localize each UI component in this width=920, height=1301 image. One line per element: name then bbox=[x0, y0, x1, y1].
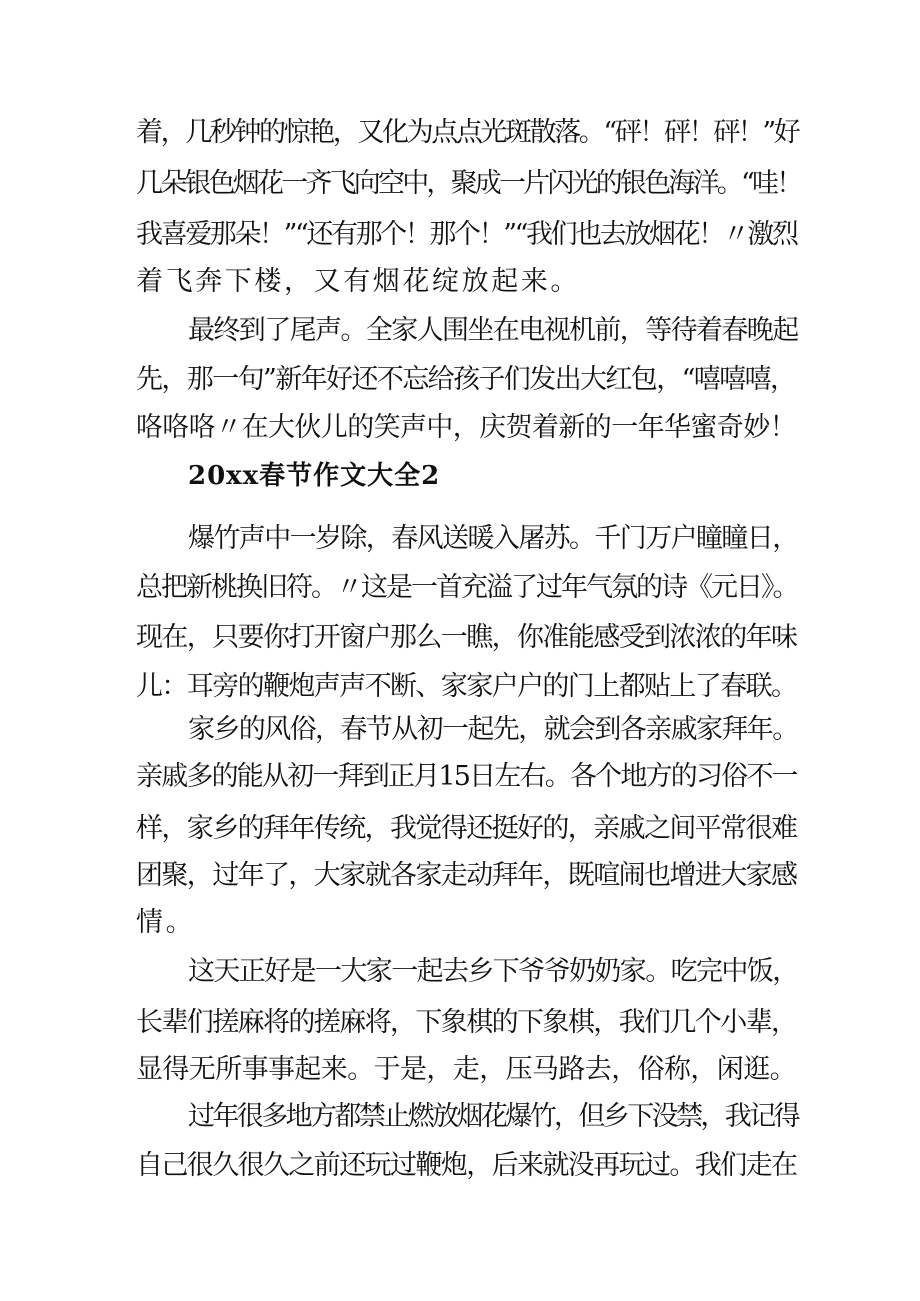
paragraph-4-line-5: 情。 bbox=[136, 907, 196, 938]
paragraph-2-line-1: 最终到了尾声。全家人围坐在电视机前，等待着春晚起 bbox=[188, 315, 798, 346]
paragraph-1-line-3: 我喜爱那朵！”“还有那个！那个！”“我们也去放烟花！〃激烈 bbox=[136, 219, 797, 250]
paragraph-3-line-4: 儿：耳旁的鞭炮声声不断、家家户户的门上都贴上了春联。 bbox=[136, 671, 797, 702]
paragraph-5-line-1: 这天正好是一大家一起去乡下爷爷奶奶家。吃完中饭， bbox=[188, 956, 798, 987]
paragraph-2-line-3: 咯咯咯〃在大伙儿的笑声中，庆贺着新的一年华蜜奇妙！ bbox=[136, 412, 796, 443]
paragraph-3-line-3: 现在，只要你打开窗户那么一瞧，你准能感受到浓浓的年味 bbox=[136, 622, 797, 653]
paragraph-1-line-1: 着，几秒钟的惊艳，又化为点点光斑散落。“砰！砰！砰！”好 bbox=[136, 117, 799, 148]
paragraph-5-line-2: 长辈们搓麻将的搓麻将，下象棋的下象棋，我们几个小辈， bbox=[136, 1007, 797, 1038]
paragraph-2-line-2: 先，那一句”新年好还不忘给孩子们发出大红包，“嘻嘻嘻， bbox=[136, 364, 796, 395]
paragraph-6-line-2: 自己很久很久之前还玩过鞭炮，后来就没再玩过。我们走在 bbox=[136, 1150, 797, 1181]
paragraph-1-line-4: 着飞奔下楼，又有烟花绽放起来。 bbox=[136, 266, 580, 297]
paragraph-5-line-3: 显得无所事事起来。于是，走，压马路去，俗称，闲逛。 bbox=[136, 1054, 796, 1085]
paragraph-3-line-2: 总把新桃换旧符。〃这是一首充溢了过年气氛的诗《元日》。 bbox=[136, 572, 798, 603]
paragraph-4-line-3: 样，家乡的拜年传统，我觉得还挺好的，亲戚之间平常很难 bbox=[136, 813, 797, 844]
paragraph-4-line-1: 家乡的风俗，春节从初一起先，就会到各亲戚家拜年。 bbox=[188, 714, 798, 745]
paragraph-1-line-2: 几朵银色烟花一齐飞向空中，聚成一片闪光的银色海洋。“哇！ bbox=[136, 168, 801, 199]
paragraph-3-line-1: 爆竹声中一岁除，春风送暖入屠苏。千门万户瞳瞳日， bbox=[188, 523, 798, 554]
paragraph-4-line-4: 团聚，过年了，大家就各家走动拜年，既喧闹也增进大家感 bbox=[136, 860, 797, 891]
section-heading: 20xx春节作文大全2 bbox=[188, 461, 441, 491]
paragraph-6-line-1: 过年很多地方都禁止燃放烟花爆竹，但乡下没禁，我记得 bbox=[188, 1101, 798, 1132]
paragraph-4-line-2: 亲戚多的能从初一拜到正月15日左右。各个地方的习俗不一 bbox=[136, 761, 797, 792]
